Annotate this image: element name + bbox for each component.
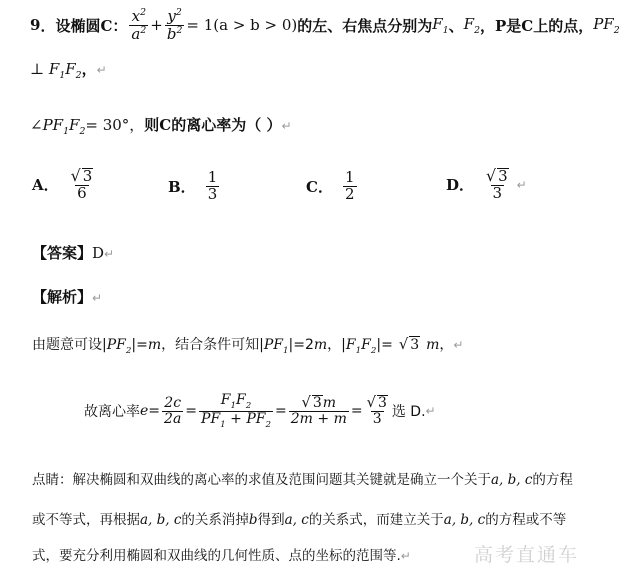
question-line-2: ⊥ $F_1F_2$，↵ xyxy=(30,60,107,81)
solution-line-2: 故离心率 e = $\frac{2c}{2a}$ = $\frac{F_1F_2}{PF_1 + PF_2}$ = $\frac{√ 3m}{2m + m}$ = $\frac{√ 3}{3}$ 选 D. ↵ xyxy=(84,391,436,430)
segment-pf2: $PF_2$ xyxy=(593,14,620,36)
segment-f1f2: $F_1F_2$ xyxy=(48,60,82,81)
answer-label: 【答案】 xyxy=(32,244,93,262)
question-number: 9 xyxy=(30,16,41,34)
answer-value: D xyxy=(92,244,105,262)
perp-symbol: ⊥ xyxy=(30,60,45,78)
option-a-label: A． xyxy=(32,176,59,195)
question-after-eq: 的左、右焦点分别为 xyxy=(297,16,433,35)
plus-sign: + xyxy=(150,16,163,34)
frac-f1f2: $\frac{F_1F_2}{PF_1 + PF_2}$ xyxy=(201,391,272,430)
analysis-label: 【解析】 xyxy=(32,288,93,306)
solution-line-1: 由题意可设$|PF_2|=m$，结合条件可知$|PF_1|=2m$，$|F_1F_2|=$ √ 3 m，↵ xyxy=(32,336,464,356)
option-c-value: $\frac{1}{2}$ xyxy=(344,168,355,203)
angle-pf1f2: $PF_1F_2$ xyxy=(42,116,86,137)
frac-sqrt3m: $\frac{√ 3m}{2m + m}$ xyxy=(290,394,347,427)
option-c-label: C． xyxy=(306,177,333,196)
focus-f2: $F_2$ xyxy=(463,14,480,36)
frac-2c-2a: $\frac{2c}{2a}$ xyxy=(164,394,182,427)
ellipse-term-x: $\frac{x^2}{a^2}$ xyxy=(131,6,147,43)
note-line-2: 或不等式，再根据a, b, c的关系消掉b得到a, c的关系式，而建立关于a, b, c的方程或不等 xyxy=(32,512,567,528)
note-line-3: 式，要充分利用椭圆和双曲线的几何性质、点的坐标的范围等.↵ xyxy=(32,548,411,564)
option-d-label: D． xyxy=(446,176,475,195)
focus-f1: $F_1$ xyxy=(432,14,449,36)
note-line-1: 点睛：解决椭圆和双曲线的离心率的求值及范围问题其关键就是确立一个关于a, b, c的方程 xyxy=(32,472,573,488)
angle-symbol: ∠ xyxy=(30,116,43,134)
option-a[interactable] xyxy=(32,168,97,202)
watermark: 高考直通车 xyxy=(474,544,580,566)
paragraph-mark: ↵ xyxy=(96,63,107,77)
question-point-p: ，P是C上的点， xyxy=(480,16,594,35)
angle-value: = 30°， xyxy=(85,116,145,134)
option-d-value: $\frac{√ 3}{3}$ xyxy=(486,166,508,202)
option-b-value: $\frac{1}{3}$ xyxy=(207,168,218,203)
question-line-3: $\angle PF_1F_2= 30^\circ$，则C的离心率为（ ）↵ xyxy=(30,116,292,137)
option-b-label: B． xyxy=(168,177,196,196)
option-a-value: $\frac{√ 3}{6}$ xyxy=(70,166,93,202)
option-b[interactable] xyxy=(168,170,221,203)
option-d[interactable]: D． $\frac{√ 3}{3}$ ↵ xyxy=(446,166,527,202)
answer-line: 【答案】D↵ xyxy=(32,244,115,262)
option-c[interactable] xyxy=(306,170,359,203)
frac-sqrt3-3: $\frac{√ 3}{3}$ xyxy=(366,394,387,427)
question-intro: 设椭圆C： xyxy=(55,16,128,35)
question-line-1: 9 ． 设椭圆C： $\frac{x^2}{a^2}$ + $\frac{y^2}{b^2}$ = 1(a > b > 0) 的左、右焦点分别为 $F_1$ 、 $F_2$ ，P是C上的点， $PF_2$ xyxy=(30,6,620,43)
question-ask: 则C的离心率为（ ） xyxy=(144,116,282,134)
ellipse-rhs: = 1(a > b > 0) xyxy=(186,16,298,34)
ellipse-term-y: $\frac{y^2}{b^2}$ xyxy=(166,6,183,43)
analysis-line: 【解析】↵ xyxy=(32,288,103,306)
